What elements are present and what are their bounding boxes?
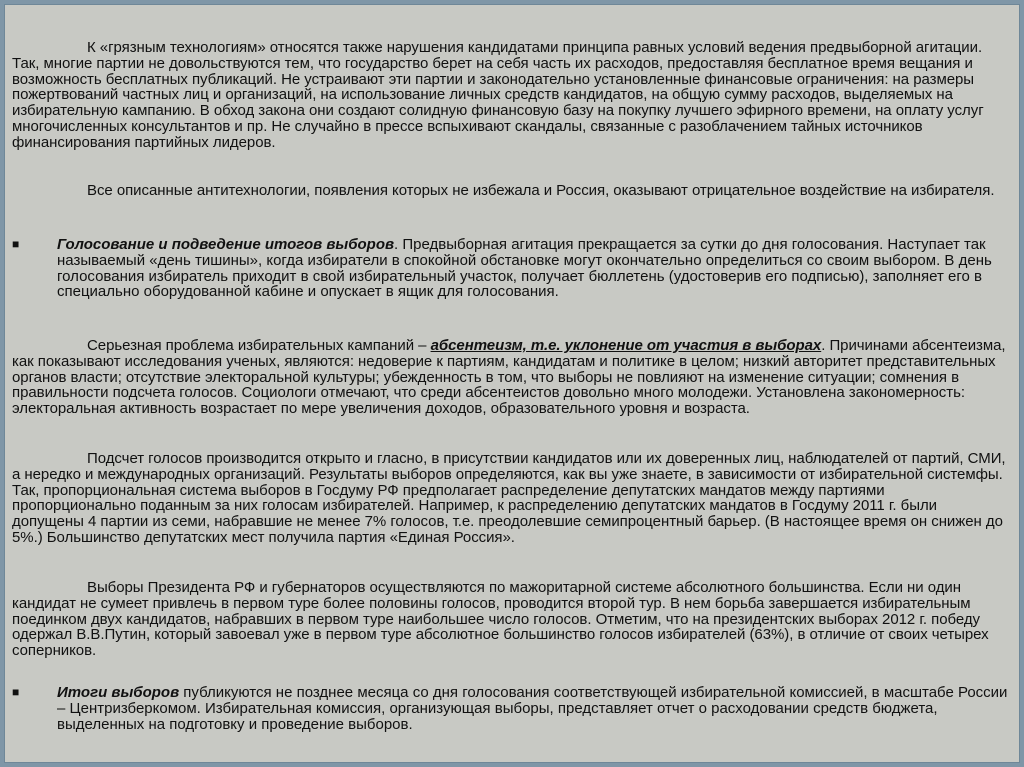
bullet-marker-icon: ■: [12, 685, 20, 699]
paragraph-vote-count: Подсчет голосов производится открыто и гласно, в присутствии кандидатов или их доверенных лиц, наблюдателей от партий, СМИ, а нередко и международных организаций. Результаты выборов определяются, как вы уже знаете, в зависимости от избирательной системфы. Так, пропорциональная система выборов в Госдуму РФ предполагает распределение депутатских мандатов между партиями пропорционально поданным за них голосам избирателей. Например, к распределению депутатских мандатов в Госдуму 2011 г. были допущены 4 партии из семи, набравшие не менее 7% голосов, т.е. преодолевшие семипроцентный барьер. (В настоящее время он снижен до 5%.) Большинство депутатских мест получила партия «Единая Россия».: [12, 450, 1006, 546]
bullet-results: [12, 685, 1012, 732]
absenteeism-lead: Серьезная проблема избирательных кампаний –: [87, 337, 431, 354]
bullet-marker-icon: ■: [12, 237, 20, 251]
slide: [4, 4, 1020, 763]
bullet-voting-body: [57, 237, 1012, 300]
absenteeism-text: . Причинами абсентеизма, как показывают исследования ученых, являются: недоверие к партиям, кандидатам и политике в целом; низкий авторитет представительных органов власти; отсутствие электоральной культуры; убежденность в том, что выборы не повлияют на изменение ситуации; сомнения в правильности подсчета голосов. Социологи отмечают, что среди абсентеистов довольно много молодежи. Установлена закономерность: электоральная активность возрастает по мере увеличения доходов, образовательного уровня и возраста.: [12, 337, 1006, 418]
bullet-results-title: Итоги выборов: [57, 684, 180, 701]
paragraph-absenteeism: [12, 338, 1012, 417]
bullet-results-body: [57, 685, 1012, 732]
bullet-voting: [12, 237, 1012, 300]
paragraph-dirty-technologies: К «грязным технологиям» относятся также нарушения кандидатами принципа равных условий ведения предвыборной агитации. Так, многие партии не довольствуются тем, что государство берет на себя часть их расходов, предоставляя бесплатное время вещания и возможность бесплатных публикаций. Не устраивают эти партии и законодательно установленные финансовые ограничения: на размеры пожертвований частных лиц и организаций, на использование личных средств кандидатов, на общую сумму расходов, выделяемых на избирательную кампанию. В обход закона они создают солидную финансовую базу на покупку лучшего эфирного времени, на оплату услуг многочисленных консультантов и пр. Не случайно в прессе вспыхивают скандалы, связанные с разоблачением тайных источников финансирования партийных лидеров.: [12, 39, 984, 151]
paragraph-antitechnologies: Все описанные антитехнологии, появления которых не избежала и Россия, оказывают отрицательное воздействие на избирателя.: [87, 182, 995, 199]
absenteeism-term: абсентеизм, т.е. уклонение от участия в выборах: [430, 337, 822, 354]
paragraph-president-elections: Выборы Президента РФ и губернаторов осуществляются по мажоритарной системе абсолютного большинства. Если ни один кандидат не сумеет привлечь в первом туре более половины голосов, проводится второй тур. В нем борьба завершается избирательным поединком двух кандидатов, набравших в первом туре наибольшее число голосов. Отметим, что на президентских выборах 2012 г. победу одержал В.В.Путин, который завоевал уже в первом туре абсолютное большинство голосов избирателей (63%), в отличие от своих четырех соперников.: [12, 579, 989, 660]
bullet-voting-text: . Предвыборная агитация прекращается за сутки до дня голосования. Наступает так называемый «день тишины», когда избиратели в спокойной обстановке могут окончательно определиться со своим выбором. В день голосования избиратель приходит в свой избирательный участок, получает бюллетень (удостоверив его подписью), заполняет его в специально оборудованной кабине и опускает в ящик для голосования.: [57, 236, 992, 301]
bullet-results-text: публикуются не позднее месяца со дня голосования соответствующей избирательной комиссией, в масштабе России – Центризберкомом. Избирательная комиссия, организующая выборы, представляет отчет о расходовании средств бюджета, выделенных на подготовку и проведение выборов.: [57, 684, 1008, 733]
bullet-voting-title: Голосование и подведение итогов выборов: [57, 236, 395, 253]
